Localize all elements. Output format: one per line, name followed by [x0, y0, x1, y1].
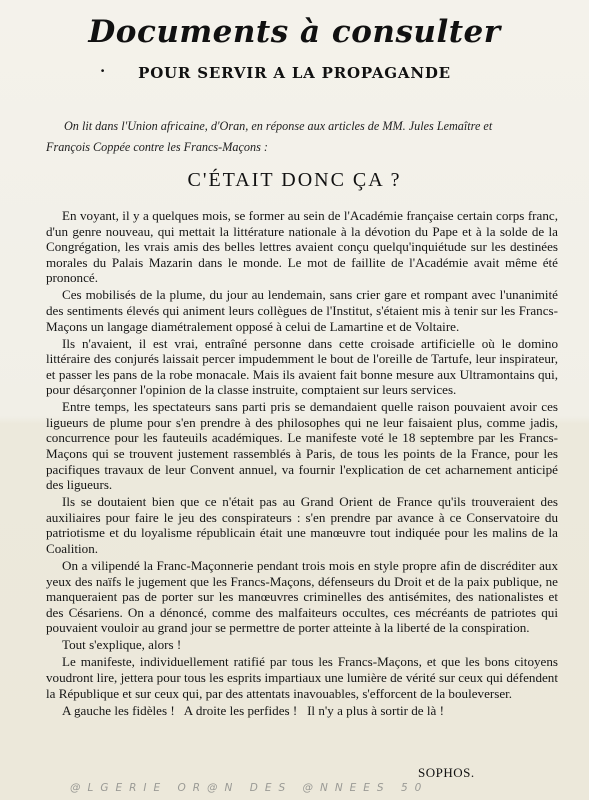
- intro-line-1: On lit dans l'Union africaine, d'Oran, en réponse aux articles de MM. Jules Lemaître et: [64, 119, 493, 133]
- paragraph-1: En voyant, il y a quelques mois, se former au sein de l'Académie française certain corps franc, d'un genre nouveau, qui mettait la littérature nationale à la dévotion du Pape et à la solde de la Congrégation, les vrais amis des belles lettres avaient conçu quelqu'inquiétude sur les destinées morales du Palais Mazarin dans le monde. Le mot de faillite de l'Académie avait même été prononcé.: [46, 208, 558, 286]
- paragraph-7: Tout s'explique, alors !: [62, 637, 182, 653]
- paragraph-3: Ils n'avaient, il est vrai, entraîné personne dans cette croisade artificielle où le domino littéraire des conjurés laissait percer impudemment le bout de l'oreille de Tartufe, leur inspirateur, et passer les pans de la robe monacale. Mais ils avaient fait bonne mesure aux Ultramontains qui, pour désarçonner l'opinion de la classe instruite, comptaient sur leurs services.: [46, 335, 558, 398]
- intro-line-2: François Coppée contre les Francs-Maçons :: [46, 140, 268, 154]
- article-headline: C'ÉTAIT DONC ÇA ?: [187, 169, 402, 191]
- paragraph-5: Ils se doutaient bien que ce n'était pas au Grand Orient de France qu'ils trouveraient des auxiliaires pour faire le jeu des conspirateurs : s'en prendre par avance à ce Conservatoire du patriotisme et du loyalisme républicain était une manœuvre tout indiquée pour les malins de la Coalition.: [46, 494, 558, 557]
- subtitle-text: POUR SERVIR A LA PROPAGANDE: [138, 64, 451, 82]
- article-body: [46, 208, 558, 720]
- paragraph-4: Entre temps, les spectateurs sans parti pris se demandaient quelle raison pouvaient avoir ces ligueurs de plume pour s'en prendre à des philosophes qui ne leur faisaient plus, comme jadis, concurrence pour les fauteuils académiques. Le manifeste voté le 18 septembre par les Francs-Maçons qui se trouvent justement rassemblés à Paris, de tous les points de la France, pour les pacifiques travaux de leur Convent annuel, va fournir l'explication de cet acharnement anticipé des ligueurs.: [46, 399, 558, 493]
- paragraph-6: On a vilipendé la Franc-Maçonnerie pendant trois mois en style propre afin de discréditer aux yeux des naïfs le jugement que les Francs-Maçons, défenseurs du Droit et de la paix publique, ne manqueraient pas de porter sur les manœuvres criminelles des antisémites, des nationalistes et des Césariens. On a dénoncé, comme des malfaiteurs occultes, ces mécréants de patriotes qui pouvaient vouloir au grand jour se permettre de porter atteinte à la liberté de la conspiration.: [46, 558, 558, 636]
- bullet-dot: ·: [100, 62, 107, 80]
- intro-text: [46, 116, 556, 158]
- page-subtitle: [0, 64, 589, 82]
- page-title: Documents à consulter: [88, 14, 501, 50]
- watermark: @LGERIE OR@N DES @NNEES 50: [70, 782, 429, 794]
- paragraph-9: A gauche les fidèles ! A droite les perfides ! Il n'y a plus à sortir de là !: [62, 702, 444, 718]
- paragraph-2: Ces mobilisés de la plume, du jour au lendemain, sans crier gare et rompant avec l'unanimité des sentiments élevés qui animent leurs collègues de l'Institut, s'étaient mis à tenir sur les Francs-Maçons un langage diamétralement opposé à celui de Lamartine et de Voltaire.: [46, 287, 558, 334]
- paragraph-8: Le manifeste, individuellement ratifié par tous les Francs-Maçons, et que les bons citoyens voudront lire, jettera pour tous les esprits impartiaux une lumière de vérité sur ceux qui défendent la République et sur ceux qui, par des attentats inavouables, s'efforcent de la bouleverser.: [46, 654, 558, 701]
- signature: SOPHOS.: [418, 765, 475, 780]
